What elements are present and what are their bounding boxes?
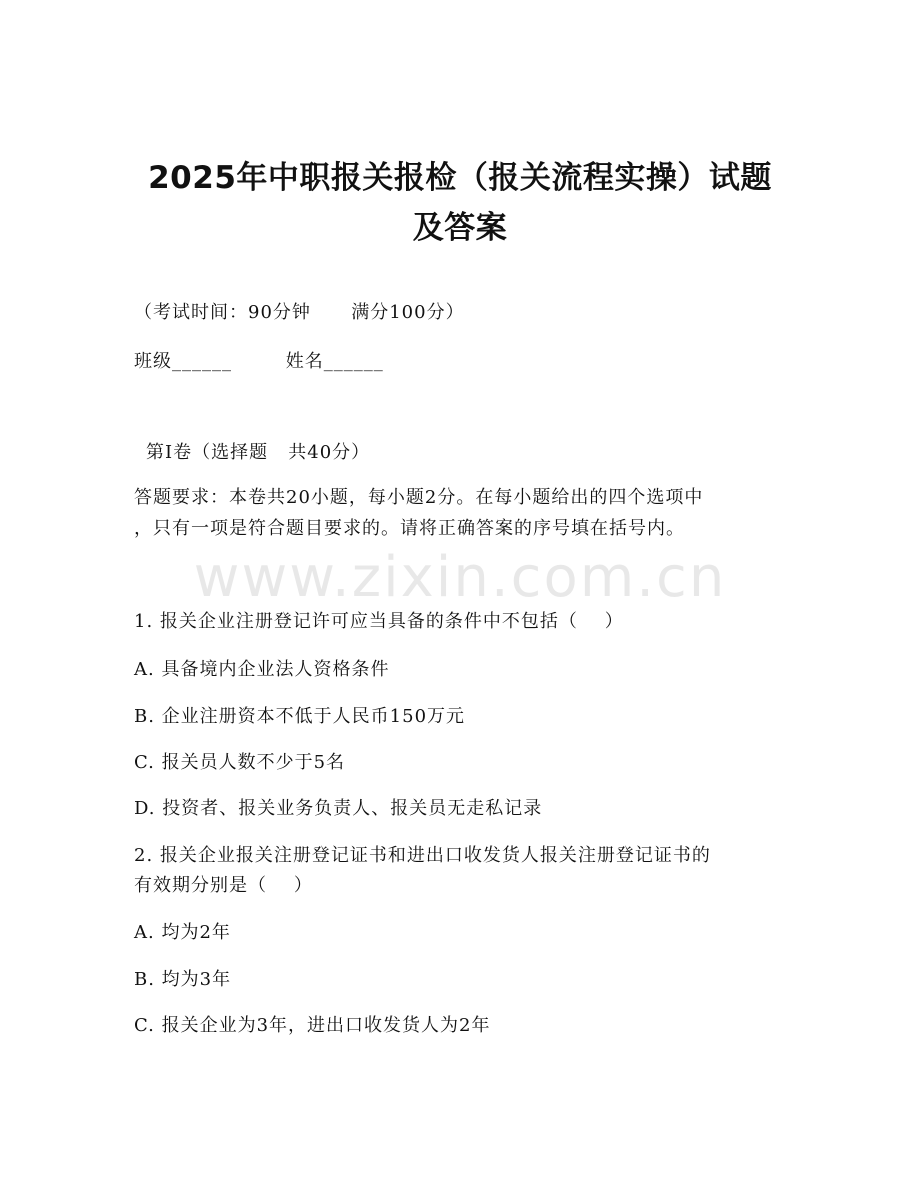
question-1-option-c: C. 报关员人数不少于5名 — [134, 752, 346, 773]
exam-info: （考试时间：90分钟 满分100分） — [134, 302, 465, 323]
document-title-line-1: 2025年中职报关报检（报关流程实操）试题 — [148, 160, 772, 196]
watermark: www.zixin.com.cn — [193, 545, 727, 610]
question-2-option-a: A. 均为2年 — [134, 922, 231, 943]
document-title-line-2: 及答案 — [412, 210, 508, 246]
instructions-line-2: ，只有一项是符合题目要求的。请将正确答案的序号填在括号内。 — [134, 518, 685, 539]
question-2-option-c: C. 报关企业为3年，进出口收发货人为2年 — [134, 1015, 491, 1036]
question-2-stem-line-2: 有效期分别是（ ） — [134, 875, 313, 896]
class-name-fields: 班级______ 姓名______ — [134, 351, 384, 372]
instructions-line-1: 答题要求：本卷共20小题，每小题2分。在每小题给出的四个选项中 — [134, 487, 704, 508]
question-1-option-a: A. 具备境内企业法人资格条件 — [134, 659, 390, 680]
question-1-option-b: B. 企业注册资本不低于人民币150万元 — [134, 706, 466, 727]
question-1-stem: 1. 报关企业注册登记许可应当具备的条件中不包括（ ） — [134, 611, 624, 632]
question-1-option-d: D. 投资者、报关业务负责人、报关员无走私记录 — [134, 798, 543, 819]
question-2-option-b: B. 均为3年 — [134, 969, 232, 990]
section-heading: 第Ⅰ卷（选择题 共40分） — [146, 442, 371, 463]
question-2-stem-line-1: 2. 报关企业报关注册登记证书和进出口收发货人报关注册登记证书的 — [134, 845, 711, 866]
